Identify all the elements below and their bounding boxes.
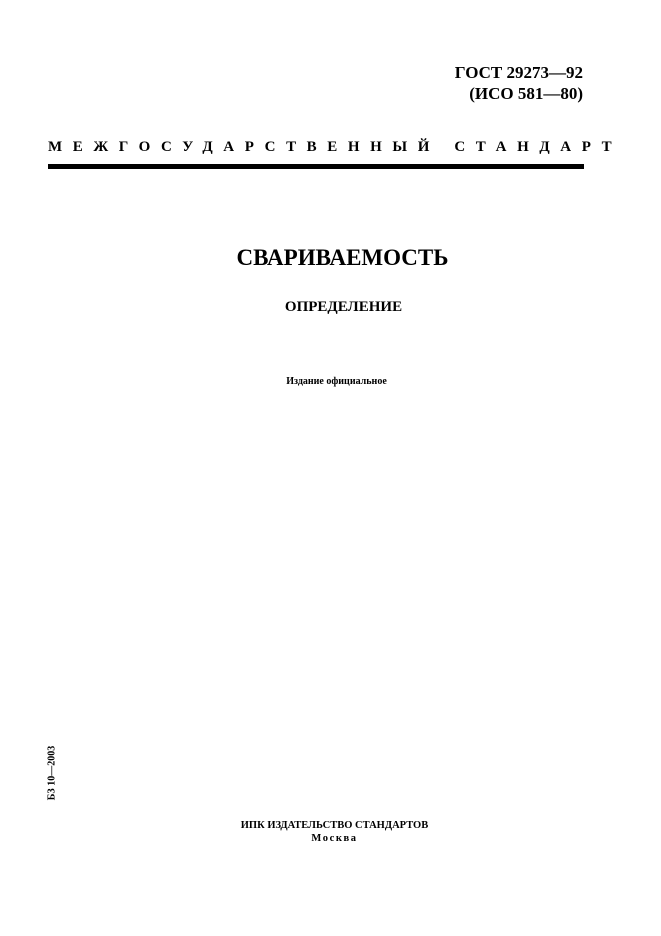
document-subtitle: ОПРЕДЕЛЕНИЕ — [284, 299, 403, 315]
publisher-city: Москва — [311, 833, 358, 844]
side-code: БЗ 10—2003 — [46, 745, 58, 801]
side-code-block — [42, 728, 62, 818]
document-number-block — [455, 62, 583, 104]
edition-note: Издание официальное — [286, 376, 387, 387]
standard-number: ГОСТ 29273—92 — [454, 63, 583, 82]
publisher-block — [0, 819, 661, 845]
header-divider — [48, 164, 584, 169]
publisher-name: ИПК ИЗДАТЕЛЬСТВО СТАНДАРТОВ — [240, 820, 429, 831]
document-title: СВАРИВАЕМОСТЬ — [236, 245, 449, 270]
iso-reference: (ИСО 581—80) — [469, 84, 583, 103]
standard-type-heading: МЕЖГОСУДАРСТВЕННЫЙ СТАНДАРТ — [48, 139, 623, 155]
